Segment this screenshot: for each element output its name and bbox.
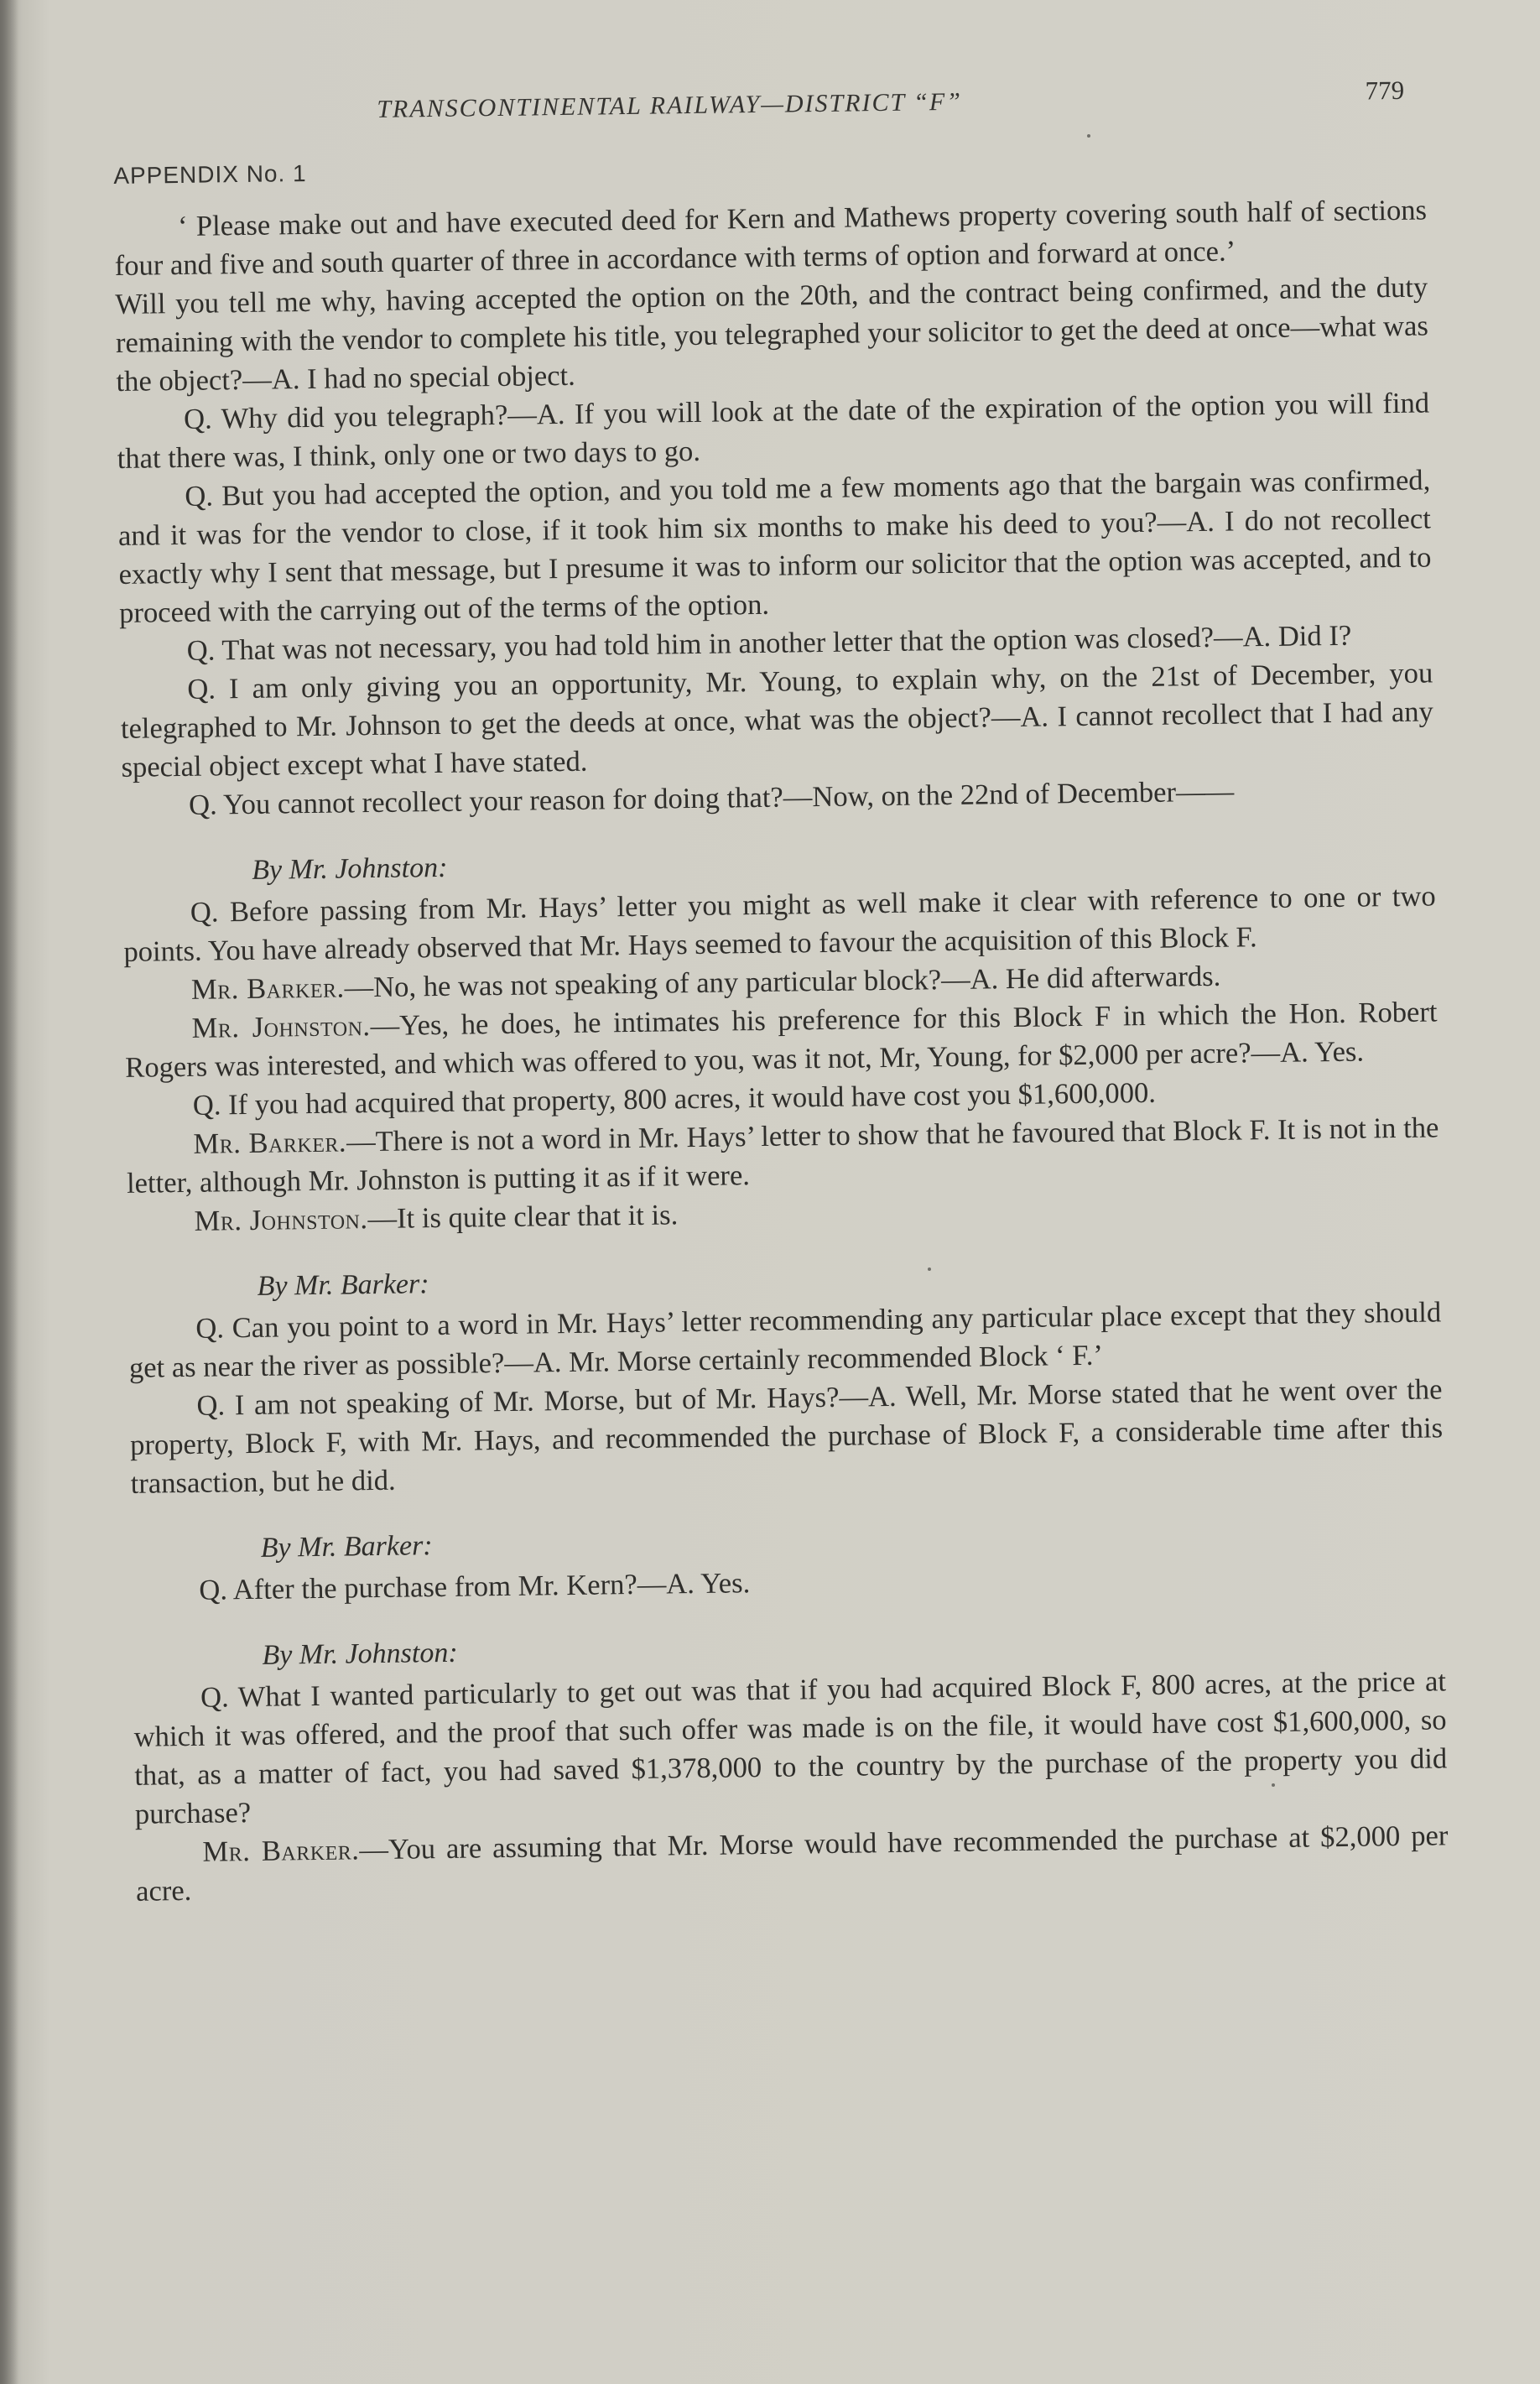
section-heading: By Mr. Barker: — [257, 1268, 429, 1302]
question-paragraph: Will you tell me why, having accepted the option on the 20th, and the contract being confirmed, and the duty remaining with the vendor to complete his title, you telegraphed your solicitor to get the deed at once—what was the object?—A. I had no special object. — [115, 271, 1429, 398]
section-heading: By Mr. Barker: — [260, 1530, 433, 1564]
page-content — [112, 74, 1449, 1911]
testimony-text: Q. What I wanted particularly to get out was that if you had acquired Block F, 800 acres, at the price at which it was offered, and the proof that such offer was made is on the file, it would have cost $1,600,000, so that, as a matter of fact, you had saved $1,378,000 to the country by the purchase of the property you did purchase? — [133, 1665, 1448, 1830]
question-paragraph: Q. You cannot recollect your reason for doing that?—Now, on the 22nd of December—— — [188, 775, 1235, 821]
section-heading: By Mr. Johnston: — [262, 1637, 458, 1671]
speaker-name: Mr. Barker. — [193, 1126, 347, 1160]
speaker-name: Mr. Barker. — [202, 1834, 360, 1868]
speaker-name: Mr. Barker. — [190, 971, 345, 1006]
examination-section — [127, 1252, 1444, 1502]
testimony-text: —There is not a word in Mr. Hays’ letter to show that he favoured that Block F. It is not in the letter, although Mr. Johnston is putting it as if it were. — [126, 1111, 1439, 1200]
running-head — [112, 74, 1426, 138]
testimony-line — [133, 1662, 1448, 1833]
testimony-line — [135, 1816, 1449, 1910]
examination-section — [122, 836, 1440, 1241]
testimony-text: —You are assuming that Mr. Morse would have recommended the purchase at $2,000 per acre. — [135, 1819, 1449, 1908]
testimony-line — [129, 1370, 1444, 1502]
page-number: 779 — [1365, 75, 1405, 106]
examination-section — [131, 1514, 1444, 1610]
speaker-name: Mr. Johnston. — [191, 1010, 371, 1044]
testimony-text: —It is quite clear that it is. — [367, 1199, 679, 1236]
testimony-text: Q. I am not speaking of Mr. Morse, but of Mr. Hays?—A. Well, Mr. Morse stated that he went over the property, Block F, with Mr. Hays, and recommended the purchase of Block F, a considerable time after this transaction, but he did. — [129, 1373, 1444, 1500]
telegram-quote: ‘ Please make out and have executed deed for Kern and Mathews property covering south half of sections four and five and south quarter of three in accordance with terms of option and forward at once.’ — [114, 194, 1428, 282]
testimony-text: Q. After the purchase from Mr. Kern?—A. Yes. — [199, 1567, 751, 1606]
question-paragraph: Q. I am only giving you an opportunity, Mr. Young, to explain why, on the 21st of December, you telegraphed to Mr. Johnson to get the deeds at once, what was the object?—A. I cannot recollect that I had any special object except what I have stated. — [120, 657, 1434, 783]
testimony-text: —Yes, he does, he intimates his preference for this Block F in which the Hon. Robert Rogers was interested, and which was offered to you, was it not, Mr, Young, for $2,000 per acre?—A. Yes. — [125, 996, 1438, 1084]
speaker-name: Mr. Johnston. — [194, 1203, 368, 1237]
section-heading: By Mr. Johnston: — [251, 851, 448, 886]
testimony-text: Q. Can you point to a word in Mr. Hays’ letter recommending any particular place except that they should get as near the river as possible?—A. Mr. Morse certainly recommended Block ‘ F.’ — [128, 1296, 1442, 1384]
testimony-text: Q. Before passing from Mr. Hays’ letter you might as well make it clear with reference to one or two points. You have already observed that Mr. Hays seemed to favour the acquisition of this Block F. — [123, 880, 1436, 968]
appendix-label: APPENDIX No. 1 — [113, 159, 307, 189]
testimony-text: Q. If you had acquired that property, 800 acres, it would have cost you $1,600,000. — [192, 1076, 1157, 1122]
question-paragraph: Q. But you had accepted the option, and you told me a few moments ago that the bargain was confirmed, and it was for the vendor to close, if it took him six months to make his deed to you?—A. I do not recollect exactly why I sent that message, but I presume it was to inform our solicitor that the option was accepted, and to proceed with the carrying out of the terms of the option. — [117, 464, 1432, 629]
binding-shadow — [0, 0, 18, 2384]
question-paragraph: Q. Why did you telegraph?—A. If you will look at the date of the expiration of the option you will find that there was, I think, only one or two days to go. — [117, 387, 1430, 475]
running-title: TRANSCONTINENTAL RAILWAY—DISTRICT “F” — [377, 87, 963, 123]
examination-section — [133, 1621, 1449, 1910]
question-paragraph: Q. That was not necessary, you had told him in another letter that the option was closed?—A. Did I? — [186, 619, 1352, 667]
testimony-text: —No, he was not speaking of any particular block?—A. He did afterwards. — [344, 960, 1221, 1004]
